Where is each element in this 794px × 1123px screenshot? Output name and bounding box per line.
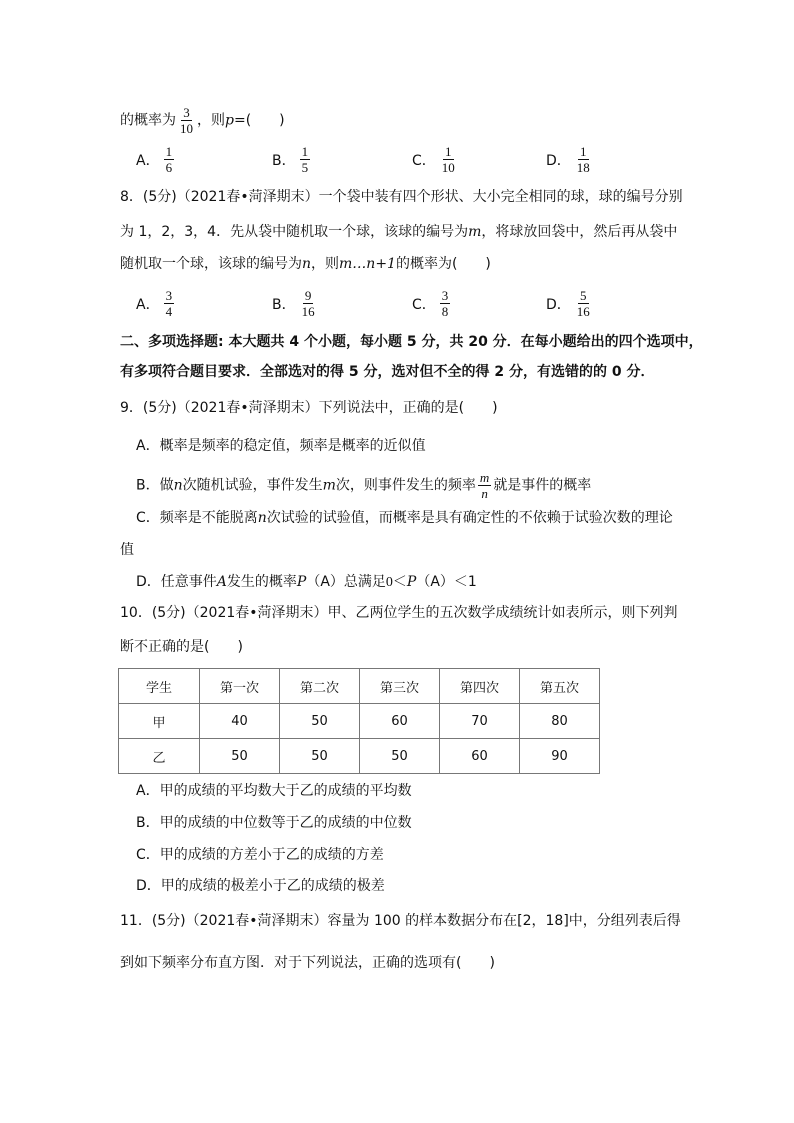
table-header-cell: 第四次 (440, 669, 520, 704)
table-cell: 50 (360, 739, 440, 774)
q9-stem: 9．(5分)（2021春•菏泽期末）下列说法中，正确的是( ) (120, 400, 498, 416)
table-header-cell: 学生 (119, 669, 200, 704)
table-cell: 甲 (119, 704, 200, 739)
q7-option-d[interactable]: D． $\frac{1}{18}$ (546, 144, 590, 175)
table-header-cell: 第三次 (360, 669, 440, 704)
q10-line2: 断不正确的是( ) (120, 639, 243, 655)
table-header-cell: 第二次 (280, 669, 360, 704)
q9-option-c-line2: 值 (120, 542, 134, 558)
q10-line1: 10．(5分)（2021春•菏泽期末）甲、乙两位学生的五次数学成绩统计如表所示，则下列判 (120, 605, 678, 621)
table-header-cell: 第一次 (200, 669, 280, 704)
table-row (119, 704, 600, 739)
q8-option-d[interactable]: D． $\frac{5}{16}$ (546, 288, 590, 319)
q8-option-c[interactable]: C． $\frac{3}{8}$ (412, 288, 449, 319)
q11-line2: 到如下频率分布直方图．对于下列说法，正确的选项有( ) (120, 955, 495, 971)
table-cell: 90 (520, 739, 600, 774)
q10-option-b[interactable]: B．甲的成绩的中位数等于乙的成绩的中位数 (136, 815, 412, 831)
fraction: $\frac{3}{10}$ (180, 105, 193, 136)
q9-option-d[interactable]: D．任意事件A发生的概率P（A）总满足0＜P（A）＜1 (136, 574, 477, 590)
table-cell: 40 (200, 704, 280, 739)
table-cell: 60 (360, 704, 440, 739)
section2-line2: 有多项符合题目要求．全部选对的得 5 分，选对但不全的得 2 分，有选错的的 0 分． (120, 364, 655, 380)
table-header-cell: 第五次 (520, 669, 600, 704)
q8-line2: 为 1，2，3，4．先从袋中随机取一个球，该球的编号为m，将球放回袋中，然后再从袋中 (120, 224, 678, 240)
table-cell: 80 (520, 704, 600, 739)
table-cell: 60 (440, 739, 520, 774)
table-cell: 50 (200, 739, 280, 774)
q10-option-d[interactable]: D．甲的成绩的极差小于乙的成绩的极差 (136, 878, 385, 894)
table-cell: 50 (280, 739, 360, 774)
scores-table (118, 668, 600, 774)
table-cell: 乙 (119, 739, 200, 774)
table-cell: 70 (440, 704, 520, 739)
q8-option-b[interactable]: B． $\frac{9}{16}$ (272, 288, 315, 319)
table-row (119, 739, 600, 774)
table-header-row (119, 669, 600, 704)
q7-option-b[interactable]: B． $\frac{1}{5}$ (272, 144, 309, 175)
q9-option-c-line1[interactable]: C．频率是不能脱离n次试验的试验值，而概率是具有确定性的不依赖于试验次数的理论 (136, 510, 673, 526)
q9-option-b[interactable]: B．做n次随机试验，事件发生m次，则事件发生的频率 $\frac{m}{n}$ 就是事件的概率 (136, 470, 592, 501)
q7-option-a[interactable]: A． $\frac{1}{6}$ (136, 144, 173, 175)
q8-line3: 随机取一个球，该球的编号为n，则m…n+1的概率为( ) (120, 256, 491, 272)
q10-option-c[interactable]: C．甲的成绩的方差小于乙的成绩的方差 (136, 847, 384, 863)
q10-option-a[interactable]: A．甲的成绩的平均数大于乙的成绩的平均数 (136, 783, 412, 799)
q7-option-c[interactable]: C． $\frac{1}{10}$ (412, 144, 455, 175)
table-cell: 50 (280, 704, 360, 739)
q11-line1: 11．(5分)（2021春•菏泽期末）容量为 100 的样本数据分布在[2，18]中，分组列表后得 (120, 913, 681, 929)
section2-line1: 二、多项选择题: 本大题共 4 个小题，每小题 5 分，共 20 分．在每小题给出的四个选项中， (120, 334, 703, 350)
q8-line1: 8．(5分)（2021春•菏泽期末）一个袋中装有四个形状、大小完全相同的球，球的编号分别 (120, 189, 683, 205)
q8-option-a[interactable]: A． $\frac{3}{4}$ (136, 288, 173, 319)
q7-stem: 的概率为 $\frac{3}{10}$ ，则p=( ) (120, 105, 285, 136)
q9-option-a[interactable]: A．概率是频率的稳定值，频率是概率的近似值 (136, 438, 426, 454)
